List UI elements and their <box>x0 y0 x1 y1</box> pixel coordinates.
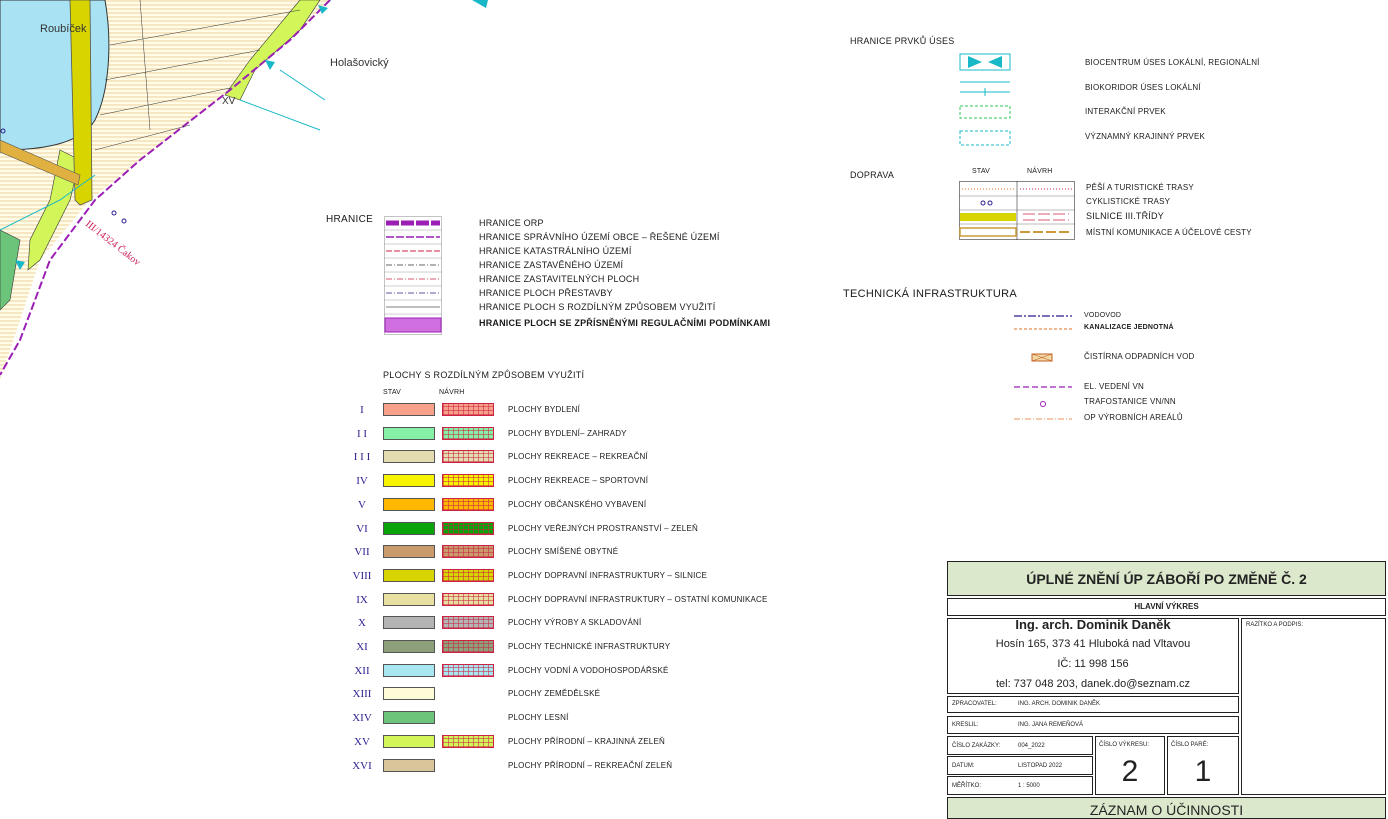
plochy-navrh-swatch <box>442 640 494 653</box>
plochy-label: PLOCHY OBČANSKÉHO VYBAVENÍ <box>508 500 647 509</box>
plochy-navrh-swatch <box>442 403 494 416</box>
plochy-roman: VII <box>354 546 370 558</box>
plochy-roman: X <box>358 617 366 629</box>
author-ic: IČ: 11 998 156 <box>1057 658 1129 670</box>
hranice-item: HRANICE PLOCH PŘESTAVBY <box>479 288 613 298</box>
map-label-zone: XV <box>222 96 236 107</box>
datum-row <box>947 756 1093 775</box>
plochy-roman: VIII <box>352 570 372 582</box>
ti-item: KANALIZACE JEDNOTNÁ <box>1084 324 1174 331</box>
plochy-navrh-swatch <box>442 593 494 606</box>
zpracovatel-value: ING. ARCH. DOMINIK DANĚK <box>1018 701 1101 707</box>
title-block-header <box>947 561 1386 596</box>
plochy-label: PLOCHY REKREACE – REKREAČNÍ <box>508 452 648 461</box>
kreslil-value: ING. JANA REMEŇOVÁ <box>1018 722 1084 728</box>
plochy-roman: XVI <box>352 760 372 772</box>
plochy-navrh-swatch <box>442 474 494 487</box>
stamp-label: RAZÍTKO A PODPIS: <box>1246 622 1304 628</box>
plochy-stav-swatch <box>383 569 435 582</box>
plochy-navrh-swatch <box>442 545 494 558</box>
plochy-navrh-swatch <box>442 664 494 677</box>
author-name: Ing. arch. Dominik Daněk <box>1015 617 1171 632</box>
plochy-navrh-swatch <box>442 450 494 463</box>
zpracovatel-label: ZPRACOVATEL: <box>952 701 997 707</box>
map-fragment-top <box>460 0 500 10</box>
plochy-roman: XV <box>354 736 370 748</box>
plochy-stav-swatch <box>383 616 435 629</box>
hranice-heading: HRANICE <box>326 214 374 225</box>
plochy-label: PLOCHY VODNÍ A VODOHOSPODÁŘSKÉ <box>508 666 669 675</box>
zakazka-value: 004_2022 <box>1018 743 1045 749</box>
datum-label: DATUM: <box>952 763 975 769</box>
ti-item: OP VÝROBNÍCH AREÁLŮ <box>1084 413 1183 422</box>
plochy-col-navrh: NÁVRH <box>439 389 465 396</box>
plochy-navrh-swatch <box>442 427 494 440</box>
plochy-stav-swatch <box>383 522 435 535</box>
doprava-symbols <box>959 181 1075 241</box>
doprava-item: MÍSTNÍ KOMUNIKACE A ÚČELOVÉ CESTY <box>1086 228 1252 237</box>
plochy-stav-swatch <box>383 759 435 772</box>
plochy-label: PLOCHY PŘÍRODNÍ – KRAJINNÁ ZELEŇ <box>508 737 665 746</box>
vykres-box <box>1095 736 1165 795</box>
plochy-label: PLOCHY BYDLENÍ– ZAHRADY <box>508 429 627 438</box>
author-contact: tel: 737 048 203, danek.do@seznam.cz <box>995 678 1190 690</box>
plochy-roman: IX <box>356 594 368 606</box>
map-label-holasovicky: Holašovický <box>330 57 389 69</box>
plochy-roman: VI <box>356 523 368 535</box>
ti-symbols <box>1012 308 1076 426</box>
plochy-roman: XIV <box>352 712 372 724</box>
plochy-roman: V <box>358 499 366 511</box>
hranice-item: HRANICE PLOCH SE ZPŘÍSNĚNÝMI REGULAČNÍMI PODMÍNKAMI <box>479 318 771 328</box>
ti-item: EL. VEDENÍ VN <box>1084 382 1144 391</box>
subtitle-box <box>947 598 1386 616</box>
plochy-roman: I I <box>356 428 368 440</box>
map-label-roubicek: Roubíček <box>40 23 87 35</box>
map-label-road: III/14324 Čakov <box>83 218 143 269</box>
plochy-stav-swatch <box>383 403 435 416</box>
uses-item: VÝZNAMNÝ KRAJINNÝ PRVEK <box>1085 132 1206 141</box>
plochy-label: PLOCHY VÝROBY A SKLADOVÁNÍ <box>508 618 642 627</box>
plochy-label: PLOCHY PŘÍRODNÍ – REKREAČNÍ ZELEŇ <box>508 761 673 770</box>
plan-title: ÚPLNÉ ZNĚNÍ ÚP ZÁBOŘÍ PO ZMĚNĚ Č. 2 <box>1026 571 1307 587</box>
uses-item: BIOKORIDOR ÚSES LOKÁLNÍ <box>1085 83 1201 92</box>
vykres-label: ČÍSLO VÝKRESU: <box>1099 742 1150 748</box>
pare-number: 1 <box>1194 755 1212 788</box>
plochy-stav-swatch <box>383 711 435 724</box>
plochy-roman: IV <box>356 475 368 487</box>
plochy-label: PLOCHY DOPRAVNÍ INFRASTRUKTURY – SILNICE <box>508 571 708 580</box>
uses-item: INTERAKČNÍ PRVEK <box>1085 107 1166 116</box>
plochy-stav-swatch <box>383 664 435 677</box>
hranice-item: HRANICE SPRÁVNÍHO ÚZEMÍ OBCE – ŘEŠENÉ ÚZEMÍ <box>479 232 720 242</box>
plochy-label: PLOCHY DOPRAVNÍ INFRASTRUKTURY – OSTATNÍ KOMUNIKACE <box>508 595 768 604</box>
meritko-value: 1 : 5000 <box>1018 783 1040 789</box>
plochy-label: PLOCHY VEŘEJNÝCH PROSTRANSTVÍ – ZELEŇ <box>508 524 698 533</box>
zakazka-label: ČÍSLO ZAKÁZKY: <box>952 743 1001 749</box>
map-fragment[interactable] <box>0 0 420 390</box>
vykres-number: 2 <box>1121 755 1139 788</box>
plochy-stav-swatch <box>383 593 435 606</box>
ti-item: TRAFOSTANICE VN/NN <box>1084 397 1176 406</box>
hranice-symbols <box>384 216 442 336</box>
doprava-col-stav: STAV <box>972 168 991 175</box>
hranice-item: HRANICE ZASTAVITELNÝCH PLOCH <box>479 274 640 284</box>
uses-item: BIOCENTRUM ÚSES LOKÁLNÍ, REGIONÁLNÍ <box>1085 58 1260 67</box>
doprava-heading: DOPRAVA <box>850 170 895 180</box>
plochy-navrh-swatch <box>442 522 494 535</box>
zakazka-row <box>947 736 1093 755</box>
ti-item: ČISTÍRNA ODPADNÍCH VOD <box>1084 352 1195 361</box>
plochy-roman: I I I <box>353 451 371 463</box>
plan-subtitle: HLAVNÍ VÝKRES <box>1134 602 1199 611</box>
plochy-stav-swatch <box>383 735 435 748</box>
author-address: Hosín 165, 373 41 Hluboká nad Vltavou <box>995 638 1191 650</box>
kreslil-label: KRESLIL: <box>952 722 979 728</box>
hranice-item: HRANICE ORP <box>479 218 544 228</box>
hranice-item: HRANICE KATASTRÁLNÍHO ÚZEMÍ <box>479 246 632 256</box>
kreslil-row <box>947 716 1239 734</box>
plochy-stav-swatch <box>383 545 435 558</box>
stamp-box <box>1241 618 1386 795</box>
plochy-roman: I <box>360 404 364 416</box>
plochy-label: PLOCHY LESNÍ <box>508 713 569 722</box>
plochy-stav-swatch <box>383 640 435 653</box>
ti-heading: TECHNICKÁ INFRASTRUKTURA <box>843 288 1018 300</box>
plochy-navrh-swatch <box>442 569 494 582</box>
doprava-col-navrh: NÁVRH <box>1027 168 1053 175</box>
pare-label: ČÍSLO PARÉ: <box>1171 742 1209 748</box>
meritko-label: MĚŘÍTKO: <box>952 783 982 789</box>
hranice-item: HRANICE ZASTAVĚNÉHO ÚZEMÍ <box>479 260 624 270</box>
plochy-roman: XII <box>354 665 370 677</box>
plochy-navrh-swatch <box>442 616 494 629</box>
uses-symbols <box>958 52 1014 150</box>
plochy-stav-swatch <box>383 427 435 440</box>
pare-box <box>1167 736 1239 795</box>
meritko-row <box>947 776 1093 795</box>
plochy-stav-swatch <box>383 498 435 511</box>
author-box <box>947 618 1239 694</box>
plochy-navrh-swatch <box>442 735 494 748</box>
plochy-stav-swatch <box>383 450 435 463</box>
plochy-label: PLOCHY SMÍŠENÉ OBYTNÉ <box>508 547 619 556</box>
plochy-roman: XI <box>356 641 368 653</box>
datum-value: LISTOPAD 2022 <box>1018 763 1063 769</box>
plochy-label: PLOCHY TECHNICKÉ INFRASTRUKTURY <box>508 642 671 651</box>
plochy-navrh-swatch <box>442 498 494 511</box>
plochy-roman: XIII <box>352 688 372 700</box>
doprava-item: SILNICE III.TŘÍDY <box>1086 211 1164 221</box>
plochy-stav-swatch <box>383 687 435 700</box>
plochy-label: PLOCHY BYDLENÍ <box>508 405 581 414</box>
plochy-stav-swatch <box>383 474 435 487</box>
doprava-item: CYKLISTICKÉ TRASY <box>1086 197 1171 206</box>
zaznam-title: ZÁZNAM O ÚČINNOSTI <box>1089 802 1244 818</box>
plochy-heading: PLOCHY S ROZDÍLNÝM ZPŮSOBEM VYUŽITÍ <box>383 370 585 380</box>
doprava-item: PĚŠÍ A TURISTICKÉ TRASY <box>1086 183 1194 192</box>
hranice-item: HRANICE PLOCH S ROZDÍLNÝM ZPŮSOBEM VYUŽITÍ <box>479 302 716 312</box>
plochy-label: PLOCHY REKREACE – SPORTOVNÍ <box>508 476 649 485</box>
ti-item: VODOVOD <box>1084 312 1122 319</box>
uses-heading: HRANICE PRVKŮ ÚSES <box>850 36 955 46</box>
plochy-label: PLOCHY ZEMĚDĚLSKÉ <box>508 689 601 698</box>
plochy-col-stav: STAV <box>383 389 402 396</box>
zpracovatel-row <box>947 696 1239 713</box>
